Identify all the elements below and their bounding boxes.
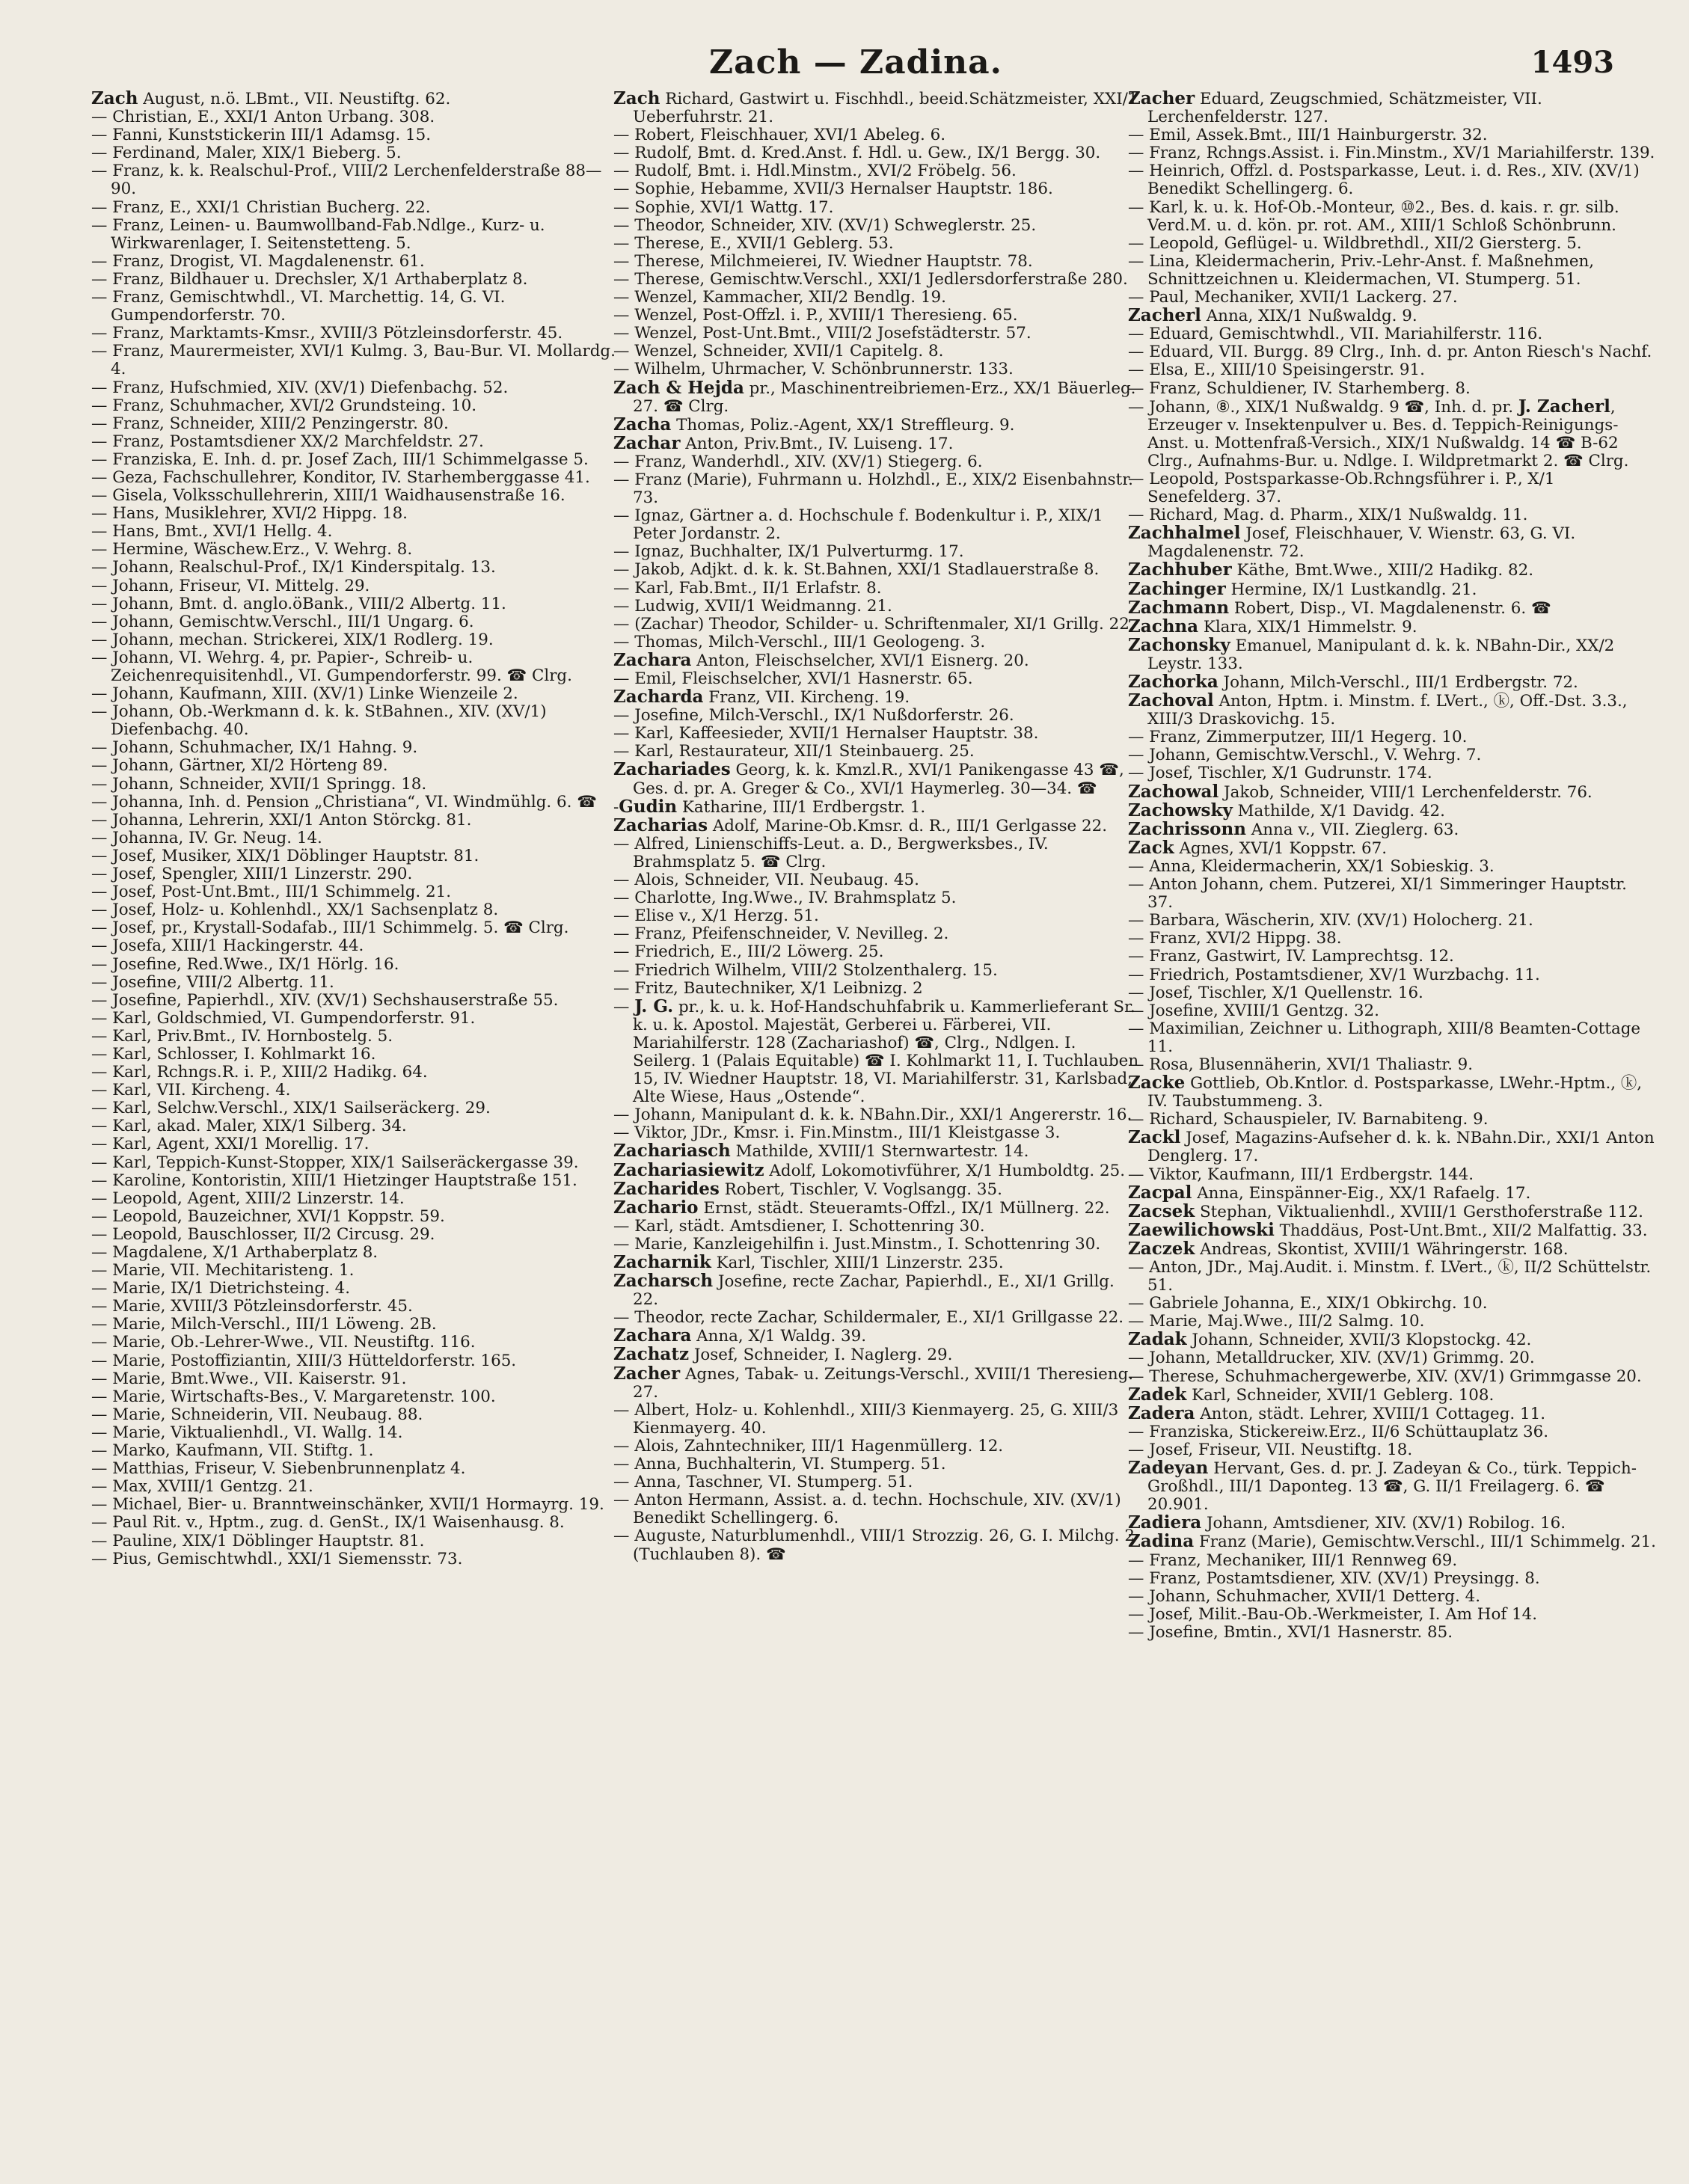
directory-entry: — Johann, Friseur, VI. Mittelg. 29. bbox=[91, 576, 370, 595]
directory-entry: — (Zachar) Theodor, Schilder- u. Schriftenmaler, XI/1 Grillg. 22. bbox=[613, 614, 1135, 634]
directory-entry: — Karl, Goldschmied, VI. Gumpendorferstr. 91. bbox=[91, 1008, 476, 1028]
directory-entry: — Max, XVIII/1 Gentzg. 21. bbox=[91, 1477, 313, 1497]
directory-entry: — Franz (Marie), Fuhrmann u. Holzhdl., E., XIX/2 Eisenbahnstr. 73. bbox=[613, 470, 1133, 508]
directory-entry: Zach Richard, Gastwirt u. Fischhdl., beeid.Schätzmeister, XXI/1 Ueberfuhrstr. 21. bbox=[613, 90, 1138, 127]
directory-entry: — Franz, Gemischtwhdl., VI. Marchettig. 14, G. VI. Gumpendorferstr. 70. bbox=[91, 288, 506, 325]
page-title: Zach — Zadina. bbox=[709, 43, 1002, 82]
directory-entry: Zacharias Adolf, Marine-Ob.Kmsr. d. R., III/1 Gerlgasse 22. bbox=[613, 815, 1108, 835]
directory-entry: — Lina, Kleidermacherin, Priv.-Lehr-Anst. f. Maßnehmen, Schnittzeichnen u. Kleidermachen, VI. Stumperg. 51. bbox=[1128, 251, 1595, 289]
directory-entry: Zadiera Johann, Amtsdiener, XIV. (XV/1) Robilog. 16. bbox=[1128, 1512, 1566, 1533]
directory-entry: — Therese, Gemischtw.Verschl., XXI/1 Jedlersdorferstraße 280. bbox=[613, 269, 1128, 289]
directory-entry: — Karoline, Kontoristin, XIII/1 Hietzinger Hauptstraße 151. bbox=[91, 1171, 577, 1190]
directory-entry: — Franz, Zimmerputzer, III/1 Hegerg. 10. bbox=[1128, 728, 1468, 747]
directory-entry: — Franz, Hufschmied, XIV. (XV/1) Diefenbachg. 52. bbox=[91, 378, 509, 397]
directory-entry: Zadak Johann, Schneider, XVII/3 Klopstockg. 42. bbox=[1128, 1329, 1532, 1350]
directory-entry: Zacharda Franz, VII. Kircheng. 19. bbox=[613, 687, 910, 708]
directory-entry: — Franz, E., XXI/1 Christian Bucherg. 22. bbox=[91, 197, 431, 217]
directory-entry: — Johanna, IV. Gr. Neug. 14. bbox=[91, 828, 322, 847]
directory-entry: — Marie, Milch-Verschl., III/1 Löweng. 2B. bbox=[91, 1315, 437, 1334]
directory-entry: Zachowal Jakob, Schneider, VIII/1 Lerchenfelderstr. 76. bbox=[1128, 781, 1593, 802]
directory-entry: — Franz, Leinen- u. Baumwollband-Fab.Ndlge., Kurz- u. Wirkwarenlager, I. Seitenstetteng. 5. bbox=[91, 215, 545, 253]
directory-entry: — Josefine, XVIII/1 Gentzg. 32. bbox=[1128, 1001, 1379, 1020]
directory-entry: — Albert, Holz- u. Kohlenhdl., XIII/3 Kienmayerg. 25, G. XIII/3 Kienmayerg. 40. bbox=[613, 1400, 1119, 1438]
directory-entry: — Anna, Buchhalterin, VI. Stumperg. 51. bbox=[613, 1455, 946, 1474]
directory-entry: — Magdalene, X/1 Arthaberplatz 8. bbox=[91, 1243, 378, 1262]
directory-entry: — Wenzel, Kammacher, XII/2 Bendlg. 19. bbox=[613, 288, 946, 307]
directory-entry: — Anton, JDr., Maj.Audit. i. Minstm. f. LVert., ⓚ, II/2 Schüttelstr. 51. bbox=[1128, 1258, 1652, 1295]
directory-entry: — Viktor, JDr., Kmsr. i. Fin.Minstm., III/1 Kleistgasse 3. bbox=[613, 1123, 1061, 1143]
directory-entry: — Anna, Taschner, VI. Stumperg. 51. bbox=[613, 1473, 913, 1492]
directory-entry: — Richard, Mag. d. Pharm., XIX/1 Nußwaldg. 11. bbox=[1128, 506, 1528, 525]
directory-entry: — Karl, VII. Kircheng. 4. bbox=[91, 1081, 291, 1100]
directory-entry: — Johann, Gemischtw.Verschl., V. Wehrg. 7. bbox=[1128, 746, 1482, 765]
directory-entry: — Johanna, Inh. d. Pension „Christiana“, VI. Windmühlg. 6. ☎ bbox=[91, 792, 597, 812]
directory-entry: Zachoval Anton, Hptm. i. Minstm. f. LVert., ⓚ, Off.-Dst. 3.3., XIII/3 Draskovichg. 15. bbox=[1128, 690, 1628, 729]
directory-entry: — Johann, Gärtner, XI/2 Hörteng 89. bbox=[91, 756, 388, 776]
directory-entry: — Franz, XVI/2 Hippg. 38. bbox=[1128, 929, 1342, 948]
directory-entry: — Thomas, Milch-Verschl., III/1 Geologeng. 3. bbox=[613, 632, 986, 651]
directory-entry: — Franz, Schuhmacher, XVI/2 Grundsteing. 10. bbox=[91, 396, 477, 415]
directory-entry: — Josef, Musiker, XIX/1 Döblinger Hauptstr. 81. bbox=[91, 846, 479, 865]
directory-entry: — Therese, Milchmeierei, IV. Wiedner Hauptstr. 78. bbox=[613, 251, 1033, 271]
directory-entry: — Franziska, Stickereiw.Erz., II/6 Schüttauplatz 36. bbox=[1128, 1422, 1549, 1441]
directory-entry: — Sophie, XVI/1 Wattg. 17. bbox=[613, 197, 834, 217]
directory-entry: — Karl, Fab.Bmt., II/1 Erlafstr. 8. bbox=[613, 578, 882, 598]
directory-entry: — Josef, Tischler, X/1 Quellenstr. 16. bbox=[1128, 983, 1423, 1002]
directory-entry: — Rudolf, Bmt. d. Kred.Anst. f. Hdl. u. Gew., IX/1 Bergg. 30. bbox=[613, 144, 1101, 163]
directory-entry: — Emil, Assek.Bmt., III/1 Hainburgerstr. 32. bbox=[1128, 126, 1488, 145]
directory-entry: — Robert, Fleischhauer, XVI/1 Abeleg. 6. bbox=[613, 126, 946, 145]
directory-entry: — Josef, Tischler, X/1 Gudrunstr. 174. bbox=[1128, 764, 1432, 783]
directory-entry: Zaczek Andreas, Skontist, XVIII/1 Währingerstr. 168. bbox=[1128, 1238, 1569, 1259]
directory-entry: — Anton Johann, chem. Putzerei, XI/1 Simmeringer Hauptstr. 37. bbox=[1128, 875, 1627, 912]
directory-entry: Zachara Anna, X/1 Waldg. 39. bbox=[613, 1325, 867, 1346]
directory-column-3 bbox=[1128, 90, 1656, 2162]
directory-entry: — Elise v., X/1 Herzg. 51. bbox=[613, 907, 819, 926]
directory-entry: — Josef, Holz- u. Kohlenhdl., XX/1 Sachsenplatz 8. bbox=[91, 901, 499, 920]
directory-entry: Zachonsky Emanuel, Manipulant d. k. k. NBahn-Dir., XX/2 Leystr. 133. bbox=[1128, 634, 1615, 673]
directory-entry: Zachariasch Mathilde, XVIII/1 Sternwartestr. 14. bbox=[613, 1141, 1029, 1162]
directory-entry: — Friedrich Wilhelm, VIII/2 Stolzenthalerg. 15. bbox=[613, 960, 998, 980]
directory-entry: — Johann, Realschul-Prof., IX/1 Kinderspitalg. 13. bbox=[91, 558, 496, 577]
directory-entry: — Karl, Rchngs.R. i. P., XIII/2 Hadikg. 64. bbox=[91, 1063, 428, 1082]
directory-entry: — Josefine, Milch-Verschl., IX/1 Nußdorferstr. 26. bbox=[613, 706, 1014, 726]
directory-entry: — Alois, Zahntechniker, III/1 Hagenmüllerg. 12. bbox=[613, 1436, 1004, 1456]
directory-entry: Zadek Karl, Schneider, XVII/1 Geblerg. 108. bbox=[1128, 1384, 1495, 1405]
directory-entry: Zach August, n.ö. LBmt., VII. Neustiftg. 62. bbox=[91, 90, 451, 108]
directory-entry: — Leopold, Bauzeichner, XVI/1 Koppstr. 59. bbox=[91, 1206, 445, 1226]
directory-entry: — Karl, akad. Maler, XIX/1 Silberg. 34. bbox=[91, 1117, 407, 1136]
directory-entry: Zacke Gottlieb, Ob.Kntlor. d. Postsparkasse, LWehr.-Hptm., ⓚ, IV. Taubstummeng. 3. bbox=[1128, 1073, 1643, 1111]
directory-entry: — Marko, Kaufmann, VII. Stiftg. 1. bbox=[91, 1441, 374, 1461]
directory-entry: — Hermine, Wäschew.Erz., V. Wehrg. 8. bbox=[91, 540, 413, 559]
directory-entry: Zachrissonn Anna v., VII. Zieglerg. 63. bbox=[1128, 818, 1459, 839]
directory-entry: — Emil, Fleischselcher, XVI/1 Hasnerstr. 65. bbox=[613, 669, 973, 688]
directory-entry: — Gisela, Volksschullehrerin, XIII/1 Waidhausenstraße 16. bbox=[91, 486, 565, 506]
directory-entry: — Johann, mechan. Strickerei, XIX/1 Rodlerg. 19. bbox=[91, 630, 494, 649]
directory-entry: — Karl, Teppich-Kunst-Stopper, XIX/1 Sailseräckergasse 39. bbox=[91, 1153, 579, 1172]
directory-entry: Zadeyan Hervant, Ges. d. pr. J. Zadeyan & Co., türk. Teppich-Großhdl., III/1 Daponteg. 13 ☎, G. II/1 Freilagerg. 6. ☎ 20.901. bbox=[1128, 1458, 1637, 1515]
directory-entry: — Marie, Schneiderin, VII. Neubaug. 88. bbox=[91, 1405, 423, 1424]
directory-entry: — Fanni, Kunststickerin III/1 Adamsg. 15. bbox=[91, 126, 432, 145]
directory-entry: — Barbara, Wäscherin, XIV. (XV/1) Holocherg. 21. bbox=[1128, 911, 1533, 930]
directory-entry: — Theodor, recte Zachar, Schildermaler, E., XI/1 Grillgasse 22. bbox=[613, 1308, 1124, 1328]
directory-entry: — Josefine, Bmtin., XVI/1 Hasnerstr. 85. bbox=[1128, 1622, 1453, 1642]
directory-entry: — Marie, Maj.Wwe., III/2 Salmg. 10. bbox=[1128, 1312, 1425, 1331]
directory-entry: — Richard, Schauspieler, IV. Barnabiteng. 9. bbox=[1128, 1110, 1489, 1129]
directory-entry: — Josefine, VIII/2 Albertg. 11. bbox=[91, 972, 334, 992]
directory-entry: — Franz, Marktamts-Kmsr., XVIII/3 Pötzleinsdorferstr. 45. bbox=[91, 324, 563, 343]
directory-entry: — Franz, Schneider, XIII/2 Penzingerstr. 80. bbox=[91, 414, 449, 433]
directory-entry: Zackl Josef, Magazins-Aufseher d. k. k. NBahn.Dir., XXI/1 Anton Denglerg. 17. bbox=[1128, 1127, 1655, 1166]
directory-entry: — Anton Hermann, Assist. a. d. techn. Hochschule, XIV. (XV/1) Benedikt Schellingerg. 6. bbox=[613, 1491, 1121, 1528]
directory-entry: — Karl, k. u. k. Hof-Ob.-Monteur, ⑩2., Bes. d. kais. r. gr. silb. Verd.M. u. d. kön. pr. rot. AM., XIII/1 Schloß Schönbrunn. bbox=[1128, 197, 1619, 235]
directory-entry: — Ignaz, Buchhalter, IX/1 Pulverturmg. 17. bbox=[613, 542, 964, 562]
directory-entry: — Leopold, Postsparkasse-Ob.Rchngsführer i. P., X/1 Senefelderg. 37. bbox=[1128, 469, 1555, 507]
directory-entry: — Hans, Musiklehrer, XVI/2 Hippg. 18. bbox=[91, 504, 408, 524]
directory-entry: Zachinger Hermine, IX/1 Lustkandlg. 21. bbox=[1128, 578, 1477, 599]
directory-entry: Zachara Anton, Fleischselcher, XVI/1 Eisnerg. 20. bbox=[613, 649, 1029, 670]
page-header bbox=[90, 39, 1622, 91]
directory-entry: Zachmann Robert, Disp., VI. Magdalenenstr. 6. ☎ bbox=[1128, 597, 1551, 618]
directory-entry: — Wenzel, Post-Unt.Bmt., VIII/2 Josefstädterstr. 57. bbox=[613, 324, 1032, 343]
directory-entry: Zachario Ernst, städt. Steueramts-Offzl., IX/1 Müllnerg. 22. bbox=[613, 1197, 1110, 1218]
directory-entry: — Johann, Bmt. d. anglo.öBank., VIII/2 Albertg. 11. bbox=[91, 594, 506, 613]
directory-entry: — Anna, Kleidermacherin, XX/1 Sobieskig. 3. bbox=[1128, 856, 1495, 876]
directory-entry: — Michael, Bier- u. Branntweinschänker, XVII/1 Hormayrg. 19. bbox=[91, 1495, 604, 1515]
directory-entry: Zach & Hejda pr., Maschinentreibriemen-Erz., XX/1 Bäuerleg. 27. ☎ Clrg. bbox=[613, 377, 1136, 416]
directory-entry: — Heinrich, Offzl. d. Postsparkasse, Leut. i. d. Res., XIV. (XV/1) Benedikt Schellingerg. 6. bbox=[1128, 162, 1640, 199]
page-number: 1493 bbox=[1530, 45, 1614, 80]
directory-entry: — Viktor, Kaufmann, III/1 Erdbergstr. 144. bbox=[1128, 1165, 1474, 1184]
directory-entry: — Johann, Ob.-Werkmann d. k. k. StBahnen., XIV. (XV/1) Diefenbachg. 40. bbox=[91, 702, 547, 740]
directory-entry: — Rudolf, Bmt. i. Hdl.Minstm., XVI/2 Fröbelg. 56. bbox=[613, 162, 1017, 181]
directory-entry: Zaewilichowski Thaddäus, Post-Unt.Bmt., XII/2 Malfattig. 33. bbox=[1128, 1219, 1648, 1240]
directory-entry: Zadera Anton, städt. Lehrer, XVIII/1 Cottageg. 11. bbox=[1128, 1402, 1546, 1423]
directory-entry: Zachna Klara, XIX/1 Himmelstr. 9. bbox=[1128, 616, 1417, 637]
directory-entry: — Pauline, XIX/1 Döblinger Hauptstr. 81. bbox=[91, 1531, 425, 1550]
directory-entry: — Johann, Manipulant d. k. k. NBahn.Dir., XXI/1 Angererstr. 16. bbox=[613, 1105, 1132, 1125]
directory-entry: — Karl, Restaurateur, XII/1 Steinbauerg. 25. bbox=[613, 742, 975, 761]
directory-entry: — Franz, Postamtsdiener, XIV. (XV/1) Preysingg. 8. bbox=[1128, 1568, 1540, 1588]
directory-entry: — Franz, k. k. Realschul-Prof., VIII/2 Lerchenfelderstraße 88—90. bbox=[91, 162, 602, 199]
directory-entry: — Maximilian, Zeichner u. Lithograph, XIII/8 Beamten-Cottage 11. bbox=[1128, 1019, 1641, 1056]
directory-entry: Zacsek Stephan, Viktualienhdl., XVIII/1 Gersthoferstraße 112. bbox=[1128, 1200, 1643, 1221]
directory-entry: — Marie, XVIII/3 Pötzleinsdorferstr. 45. bbox=[91, 1297, 413, 1316]
directory-entry: — Marie, Viktualienhdl., VI. Wallg. 14. bbox=[91, 1423, 403, 1442]
directory-entry: Zachowsky Mathilde, X/1 Davidg. 42. bbox=[1128, 800, 1445, 820]
directory-entry: — Ludwig, XVII/1 Weidmanng. 21. bbox=[613, 596, 892, 616]
directory-entry: — Franz, Rchngs.Assist. i. Fin.Minstm., XV/1 Mariahilferstr. 139. bbox=[1128, 144, 1655, 163]
directory-entry: — Alois, Schneider, VII. Neubaug. 45. bbox=[613, 871, 919, 890]
directory-entry: Zacherl Anna, XIX/1 Nußwaldg. 9. bbox=[1128, 305, 1417, 326]
directory-entry: — Josef, Milit.-Bau-Ob.-Werkmeister, I. Am Hof 14. bbox=[1128, 1604, 1538, 1624]
directory-entry: — J. G. pr., k. u. k. Hof-Handschuhfabrik u. Kammerlieferant Sr. k. u. k. Apostol. Majestät, Gerberei u. Färberei, VII. Mariahilferstr. 128 (Zachariashof) ☎, Clrg., Ndlgen. I. Seilerg. 1 (Palais Equitable) ☎ I. Kohlmarkt 11, I. Tuchlauben 15, IV. Wiedner Hauptstr. 18, VI. Mariahilferstr. 31, Karlsbad, Alte Wiese, Haus „Ostende“. bbox=[613, 996, 1139, 1107]
directory-entry: — Wilhelm, Uhrmacher, V. Schönbrunnerstr. 133. bbox=[613, 360, 1014, 379]
directory-entry: Zacpal Anna, Einspänner-Eig., XX/1 Rafaelg. 17. bbox=[1128, 1182, 1531, 1203]
directory-entry: Zachorka Johann, Milch-Verschl., III/1 Erdbergstr. 72. bbox=[1128, 672, 1578, 692]
directory-entry: — Wenzel, Schneider, XVII/1 Capitelg. 8. bbox=[613, 342, 944, 361]
directory-entry: Zack Agnes, XVI/1 Koppstr. 67. bbox=[1128, 837, 1388, 858]
directory-entry: — Matthias, Friseur, V. Siebenbrunnenplatz 4. bbox=[91, 1459, 466, 1479]
directory-entry: — Sophie, Hebamme, XVII/3 Hernalser Hauptstr. 186. bbox=[613, 180, 1053, 199]
directory-entry: — Therese, E., XVII/1 Geblerg. 53. bbox=[613, 233, 894, 253]
directory-entry: — Karl, Schlosser, I. Kohlmarkt 16. bbox=[91, 1044, 376, 1064]
directory-entry: — Josefine, Papierhdl., XIV. (XV/1) Sechshauserstraße 55. bbox=[91, 990, 559, 1010]
directory-entry: — Franz, Maurermeister, XVI/1 Kulmg. 3, Bau-Bur. VI. Mollardg. 4. bbox=[91, 342, 616, 379]
directory-entry: — Leopold, Geflügel- u. Wildbrethdl., XII/2 Giersterg. 5. bbox=[1128, 233, 1582, 253]
directory-entry: — Josef, Spengler, XIII/1 Linzerstr. 290. bbox=[91, 865, 413, 884]
directory-entry: — Gabriele Johanna, E., XIX/1 Obkirchg. 10. bbox=[1128, 1294, 1488, 1313]
directory-entry: Zacher Agnes, Tabak- u. Zeitungs-Verschl., XVIII/1 Theresieng. 27. bbox=[613, 1363, 1134, 1402]
directory-entry: — Franz, Bildhauer u. Drechsler, X/1 Arthaberplatz 8. bbox=[91, 269, 528, 289]
directory-entry: Zachatz Josef, Schneider, I. Naglerg. 29. bbox=[613, 1344, 953, 1365]
directory-entry: — Marie, Kanzleigehilfin i. Just.Minstm., I. Schottenring 30. bbox=[613, 1234, 1101, 1254]
directory-entry: Zacher Eduard, Zeugschmied, Schätzmeister, VII. Lerchenfelderstr. 127. bbox=[1128, 90, 1542, 127]
directory-entry: — Johann, Schneider, XVII/1 Springg. 18. bbox=[91, 774, 427, 794]
directory-entry: — Johanna, Lehrerin, XXI/1 Anton Störckg. 81. bbox=[91, 810, 472, 829]
directory-entry: — Josef, Friseur, VII. Neustiftg. 18. bbox=[1128, 1440, 1413, 1459]
directory-entry: — Karl, Priv.Bmt., IV. Hornbostelg. 5. bbox=[91, 1026, 393, 1046]
directory-entry: — Pius, Gemischtwhdl., XXI/1 Siemensstr. 73. bbox=[91, 1549, 463, 1568]
directory-entry: — Karl, städt. Amtsdiener, I. Schottenring 30. bbox=[613, 1216, 985, 1236]
directory-entry: — Marie, Ob.-Lehrer-Wwe., VII. Neustiftg. 116. bbox=[91, 1333, 476, 1352]
directory-entry: Zachar Anton, Priv.Bmt., IV. Luiseng. 17. bbox=[613, 432, 954, 453]
directory-entry: — Josefine, Red.Wwe., IX/1 Hörlg. 16. bbox=[91, 954, 399, 974]
directory-entry: — Elsa, E., XIII/10 Speisingerstr. 91. bbox=[1128, 361, 1425, 380]
directory-entry: — Karl, Agent, XXI/1 Morellig. 17. bbox=[91, 1135, 370, 1154]
directory-entry: — Johann, Schuhmacher, XVII/1 Detterg. 4. bbox=[1128, 1586, 1480, 1606]
directory-entry: Zacharnik Karl, Tischler, XIII/1 Linzerstr. 235. bbox=[613, 1252, 1004, 1272]
directory-entry: — Franz, Pfeifenschneider, V. Nevilleg. 2. bbox=[613, 924, 949, 944]
directory-entry: -Gudin Katharine, III/1 Erdbergstr. 1. bbox=[613, 796, 926, 817]
directory-entry: Zacharsch Josefine, recte Zachar, Papierhdl., E., XI/1 Grillg. 22. bbox=[613, 1271, 1115, 1310]
directory-entry: — Marie, Wirtschafts-Bes., V. Margaretenstr. 100. bbox=[91, 1387, 496, 1406]
directory-entry: — Wenzel, Post-Offzl. i. P., XVIII/1 Theresieng. 65. bbox=[613, 306, 1018, 325]
directory-entry: — Marie, Bmt.Wwe., VII. Kaiserstr. 91. bbox=[91, 1369, 407, 1388]
directory-entry: — Therese, Schuhmachergewerbe, XIV. (XV/1) Grimmgasse 20. bbox=[1128, 1366, 1642, 1386]
directory-entry: — Franz, Postamtsdiener XX/2 Marchfeldstr. 27. bbox=[91, 432, 484, 451]
directory-entry: Zachhuber Käthe, Bmt.Wwe., XIII/2 Hadikg. 82. bbox=[1128, 559, 1534, 580]
directory-entry: — Auguste, Naturblumenhdl., VIII/1 Strozzig. 26, G. I. Milchg. 2 (Tuchlauben 8). ☎ bbox=[613, 1527, 1135, 1564]
directory-entry: — Johann, Schuhmacher, IX/1 Hahng. 9. bbox=[91, 738, 418, 758]
directory-entry: — Leopold, Agent, XIII/2 Linzerstr. 14. bbox=[91, 1188, 405, 1208]
directory-entry: — Jakob, Adjkt. d. k. k. St.Bahnen, XXI/1 Stadlauerstraße 8. bbox=[613, 560, 1100, 580]
directory-entry: — Eduard, VII. Burgg. 89 Clrg., Inh. d. pr. Anton Riesch's Nachf. bbox=[1128, 343, 1652, 362]
directory-entry: — Leopold, Bauschlosser, II/2 Circusg. 29. bbox=[91, 1224, 435, 1244]
directory-entry: — Josef, Post-Unt.Bmt., III/1 Schimmelg. 21. bbox=[91, 883, 452, 902]
directory-entry: Zadina Franz (Marie), Gemischtw.Verschl., III/1 Schimmelg. 21. bbox=[1128, 1531, 1656, 1552]
directory-entry: — Eduard, Gemischtwhdl., VII. Mariahilferstr. 116. bbox=[1128, 325, 1543, 344]
directory-entry: — Fritz, Bautechniker, X/1 Leibnizg. 2 bbox=[613, 978, 923, 998]
directory-entry: — Karl, Selchw.Verschl., XIX/1 Sailseräckerg. 29. bbox=[91, 1099, 491, 1118]
directory-entry: — Franz, Schuldiener, IV. Starhemberg. 8. bbox=[1128, 378, 1471, 398]
directory-entry: — Marie, Postoffiziantin, XIII/3 Hütteldorferstr. 165. bbox=[91, 1351, 517, 1370]
directory-entry: — Franz, Wanderhdl., XIV. (XV/1) Stiegerg. 6. bbox=[613, 452, 983, 471]
directory-entry: — Christian, E., XXI/1 Anton Urbang. 308. bbox=[91, 108, 435, 127]
directory-entry: — Johann, Kaufmann, XIII. (XV/1) Linke Wienzeile 2. bbox=[91, 684, 518, 704]
directory-entry: — Franz, Mechaniker, III/1 Rennweg 69. bbox=[1128, 1550, 1458, 1570]
directory-entry: Zacharides Robert, Tischler, V. Voglsangg. 35. bbox=[613, 1178, 1002, 1199]
directory-entry: — Franz, Gastwirt, IV. Lamprechtsg. 12. bbox=[1128, 947, 1454, 966]
directory-entry: Zachhalmel Josef, Fleischhauer, V. Wienstr. 63, G. VI. Magdalenenstr. 72. bbox=[1128, 523, 1576, 562]
directory-entry: — Theodor, Schneider, XIV. (XV/1) Schweglerstr. 25. bbox=[613, 215, 1037, 235]
directory-entry: — Josef, pr., Krystall-Sodafab., III/1 Schimmelg. 5. ☎ Clrg. bbox=[91, 918, 569, 938]
directory-entry: Zachariades Georg, k. k. Kmzl.R., XVI/1 Panikengasse 43 ☎, Ges. d. pr. A. Greger & Co., XVI/1 Haymerleg. 30—34. ☎ bbox=[613, 759, 1124, 798]
directory-entry: — Johann, Metalldrucker, XIV. (XV/1) Grimmg. 20. bbox=[1128, 1349, 1535, 1368]
directory-entry: — Ignaz, Gärtner a. d. Hochschule f. Bodenkultur i. P., XIX/1 Peter Jordanstr. 2. bbox=[613, 506, 1103, 544]
directory-entry: — Marie, VII. Mechitaristeng. 1. bbox=[91, 1261, 355, 1280]
directory-entry: — Geza, Fachschullehrer, Konditor, IV. Starhemberggasse 41. bbox=[91, 467, 590, 487]
directory-entry: — Franz, Drogist, VI. Magdalenenstr. 61. bbox=[91, 251, 425, 271]
directory-entry: — Josefa, XIII/1 Hackingerstr. 44. bbox=[91, 936, 364, 956]
directory-entry: — Marie, IX/1 Dietrichsteing. 4. bbox=[91, 1279, 351, 1298]
directory-entry: — Friedrich, Postamtsdiener, XV/1 Wurzbachg. 11. bbox=[1128, 965, 1540, 984]
directory-entry: — Alfred, Linienschiffs-Leut. a. D., Bergwerksbes., IV. Brahmsplatz 5. ☎ Clrg. bbox=[613, 834, 1049, 871]
directory-column-2 bbox=[613, 90, 1141, 2162]
directory-entry: Zachariasiewitz Adolf, Lokomotivführer, X/1 Humboldtg. 25. bbox=[613, 1159, 1126, 1180]
directory-entry: — Friedrich, E., III/2 Löwerg. 25. bbox=[613, 942, 884, 962]
directory-entry: — Hans, Bmt., XVI/1 Hellg. 4. bbox=[91, 522, 333, 542]
directory-entry: — Ferdinand, Maler, XIX/1 Bieberg. 5. bbox=[91, 144, 402, 163]
directory-entry: Zacha Thomas, Poliz.-Agent, XX/1 Streffleurg. 9. bbox=[613, 414, 1015, 435]
directory-entry: — Rosa, Blusennäherin, XVI/1 Thaliastr. 9. bbox=[1128, 1055, 1474, 1074]
directory-entry: — Paul, Mechaniker, XVII/1 Lackerg. 27. bbox=[1128, 288, 1458, 307]
directory-entry: — Johann, VI. Wehrg. 4, pr. Papier-, Schreib- u. Zeichenrequisitenhdl., VI. Gumpendorferstr. 99. ☎ Clrg. bbox=[91, 648, 572, 685]
directory-entry: — Johann, ⑧., XIX/1 Nußwaldg. 9 ☎, Inh. d. pr. J. Zacherl, Erzeuger v. Insektenpulver u. Bes. d. Teppich-Reinigungs-Anst. u. Mottenfraß-Versich., XIX/1 Nußwaldg. 14 ☎ B-62 Clrg., Aufnahms-Bur. u. Ndlge. I. Wildpretmarkt 2. ☎ Clrg. bbox=[1128, 396, 1629, 470]
directory-entry: — Karl, Kaffeesieder, XVII/1 Hernalser Hauptstr. 38. bbox=[613, 724, 1039, 743]
directory-entry: — Paul Rit. v., Hptm., zug. d. GenSt., IX/1 Waisenhausg. 8. bbox=[91, 1513, 565, 1533]
directory-column-1 bbox=[91, 90, 619, 2162]
directory-entry: — Franziska, E. Inh. d. pr. Josef Zach, III/1 Schimmelgasse 5. bbox=[91, 450, 589, 469]
directory-entry: — Johann, Gemischtw.Verschl., III/1 Ungarg. 6. bbox=[91, 612, 474, 631]
directory-entry: — Charlotte, Ing.Wwe., IV. Brahmsplatz 5. bbox=[613, 889, 957, 908]
